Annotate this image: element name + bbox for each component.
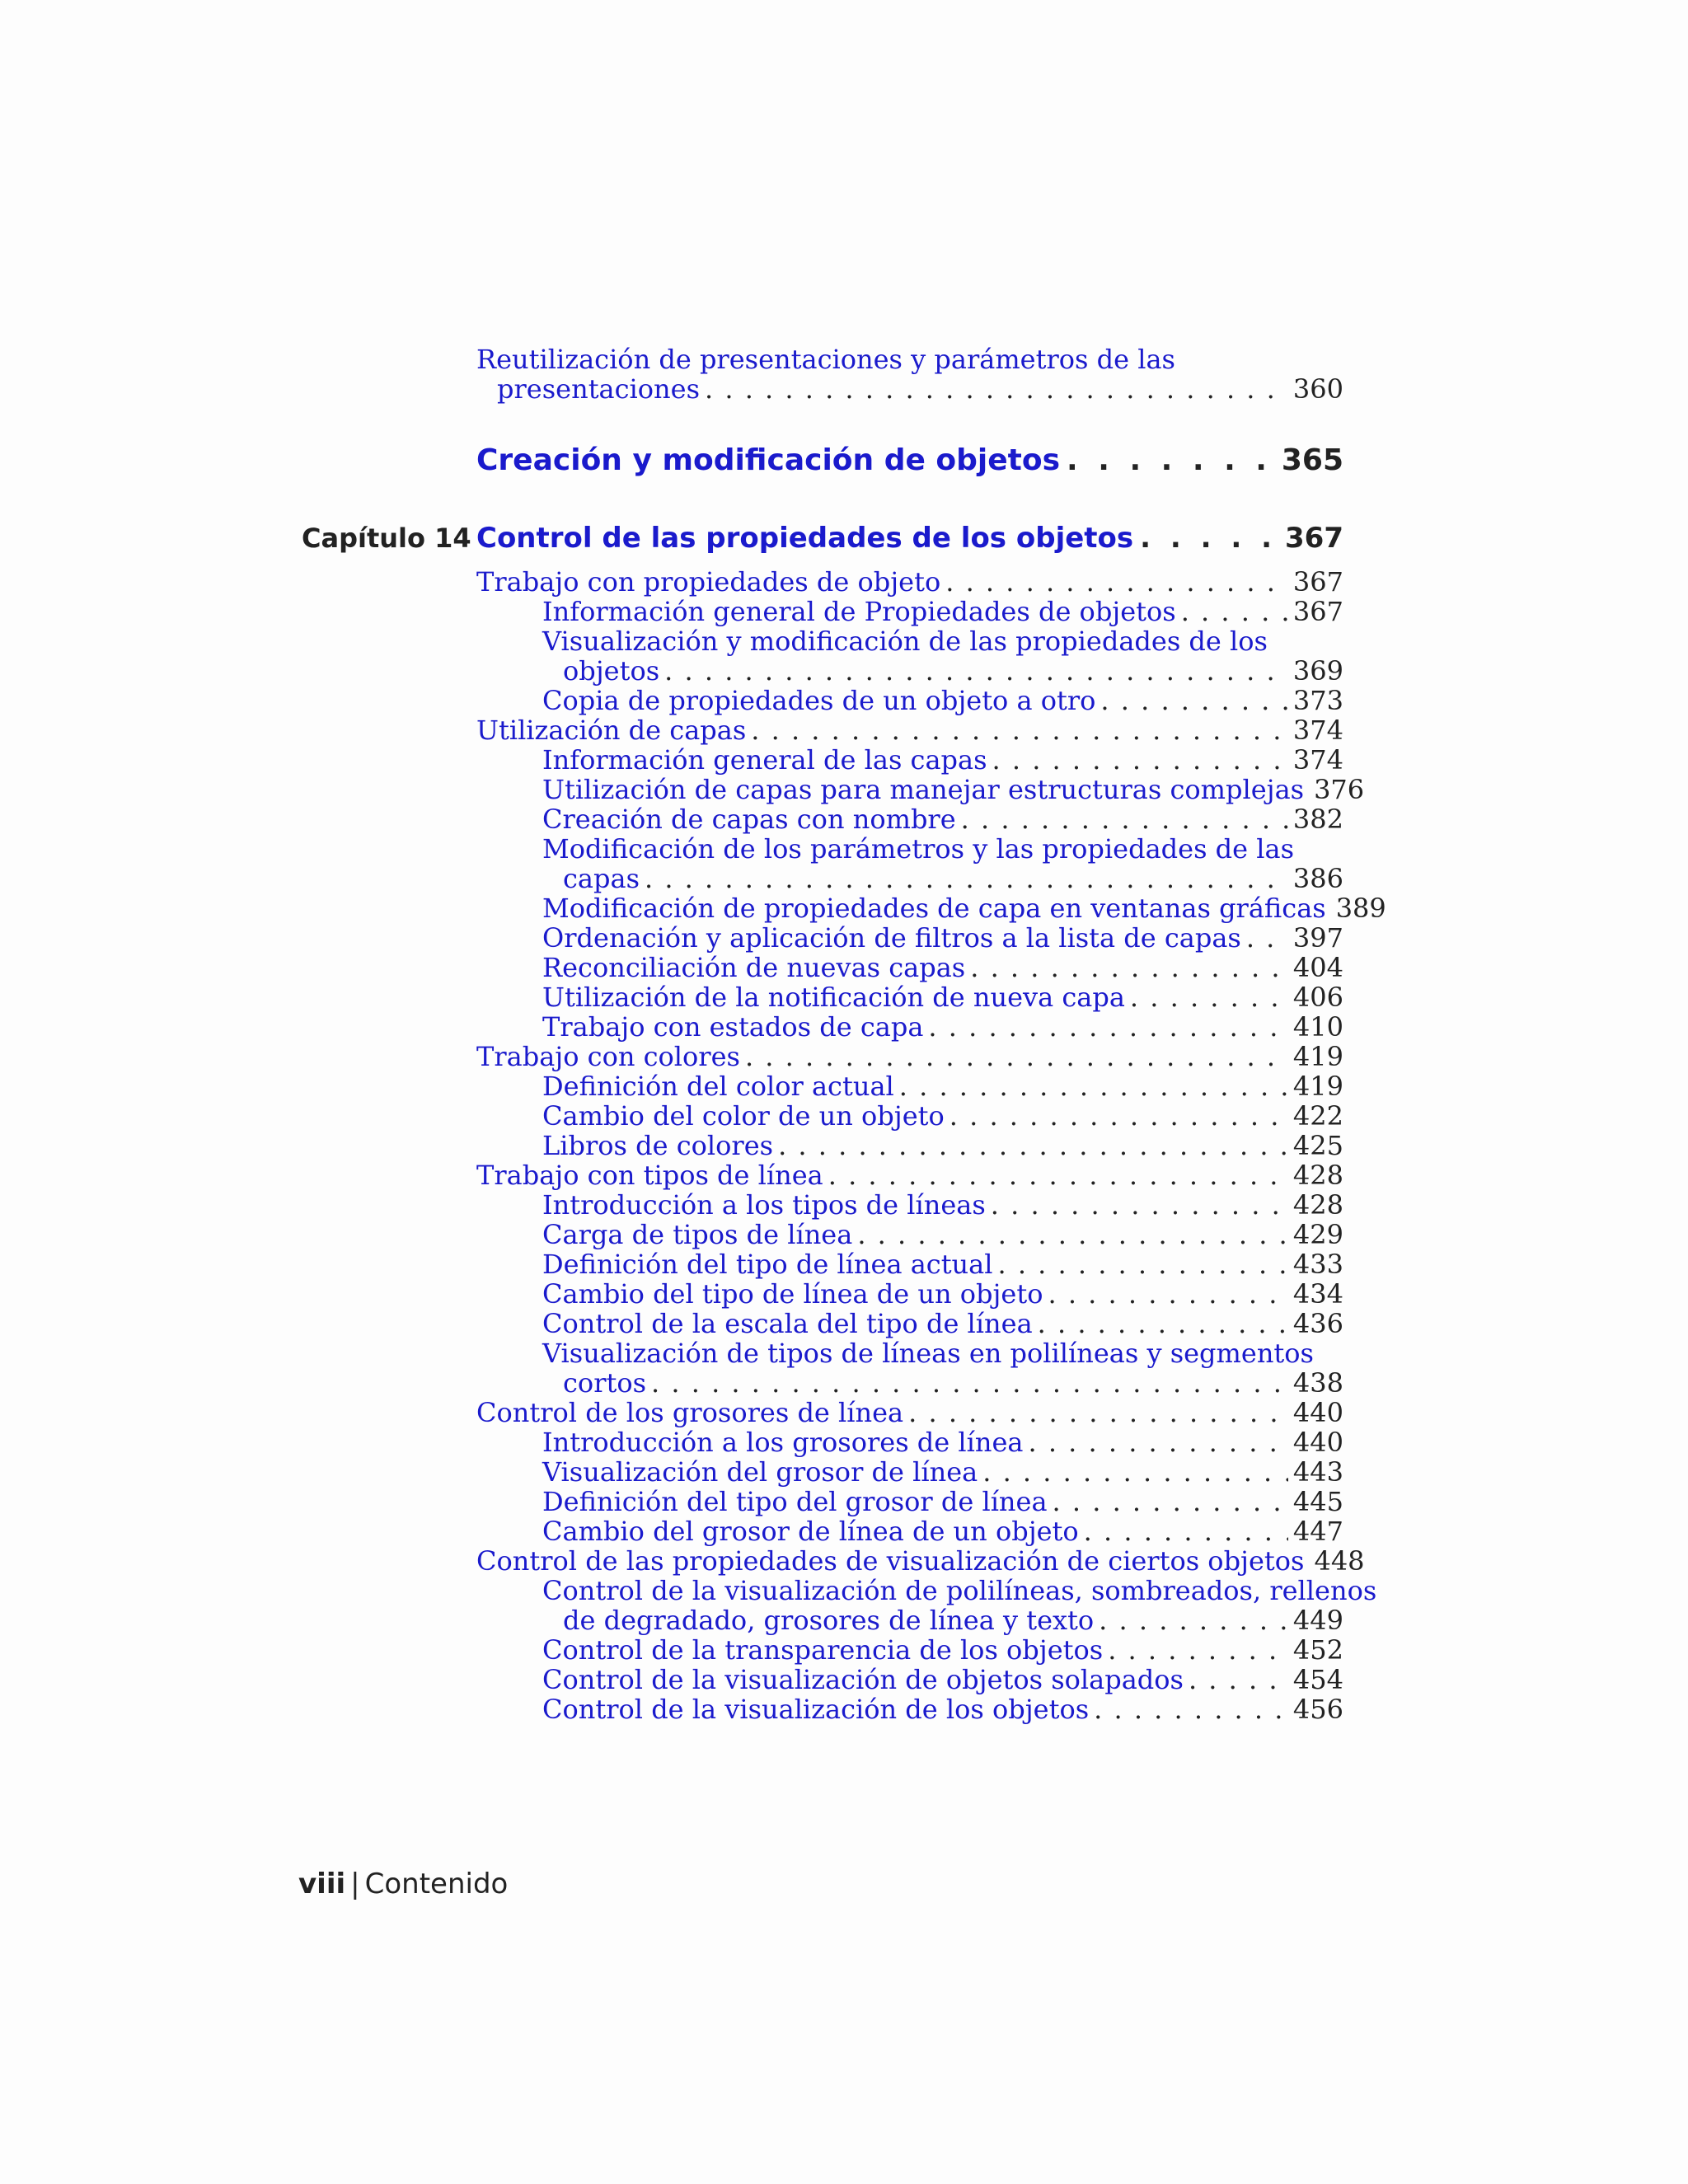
leader-dots — [1038, 1309, 1288, 1338]
toc-entry-line1[interactable]: Visualización de tipos de líneas en polilíneas y segmentos — [542, 1338, 1314, 1369]
page-number: 419 — [1292, 1041, 1343, 1072]
page-number: 367 — [1292, 566, 1343, 598]
leader-dots — [1094, 1694, 1288, 1724]
toc-subsection-entry[interactable] — [542, 1101, 1343, 1131]
footer-separator: | — [350, 1868, 360, 1900]
toc-part-heading[interactable] — [476, 443, 1343, 478]
chapter-label: Capítulo 14 — [302, 523, 471, 554]
toc-section-entry[interactable] — [476, 1042, 1343, 1071]
page-number: 440 — [1292, 1397, 1343, 1428]
page-number: 422 — [1292, 1100, 1343, 1132]
page-number: 410 — [1292, 1011, 1343, 1043]
toc-entry-text[interactable]: objetos — [563, 655, 660, 687]
page-number: 365 — [1281, 443, 1343, 477]
toc-entry-line1[interactable]: Modificación de los parámetros y las propiedades de las — [542, 833, 1294, 865]
page-number: 436 — [1292, 1308, 1343, 1339]
toc-entry-text[interactable]: Control de las propiedades de visualización de ciertos objetos — [476, 1545, 1305, 1577]
toc-section-entry[interactable] — [476, 1545, 1365, 1577]
toc-entry-text[interactable]: Control de la visualización de los objetos — [542, 1694, 1090, 1725]
leader-dots — [651, 1368, 1288, 1398]
page-number: 448 — [1314, 1545, 1365, 1577]
toc-entry-text[interactable]: cortos — [563, 1367, 647, 1399]
leader-dots — [899, 1071, 1288, 1101]
leader-dots — [1053, 1487, 1288, 1516]
toc-entry-text[interactable]: Utilización de la notificación de nueva capa — [542, 982, 1125, 1013]
page-number: 374 — [1292, 715, 1343, 746]
toc-subsection-entry[interactable] — [542, 597, 1343, 626]
toc-section-entry[interactable] — [476, 567, 1343, 597]
toc-entry-text[interactable]: Creación de capas con nombre — [542, 804, 956, 835]
page-number: 443 — [1292, 1456, 1343, 1488]
toc-subsection-entry[interactable] — [542, 1635, 1343, 1665]
toc-entry-presentaciones-line1[interactable]: Reutilización de presentaciones y parámetros de las — [476, 344, 1175, 375]
page-number: 428 — [1292, 1160, 1343, 1191]
page-number: 389 — [1335, 893, 1386, 924]
toc-entry-text[interactable]: Definición del tipo de línea actual — [542, 1249, 993, 1280]
toc-entry-text[interactable]: Utilización de capas — [476, 715, 747, 746]
leader-dots — [1100, 686, 1288, 715]
leader-dots — [1130, 982, 1288, 1012]
leader-dots — [991, 1190, 1288, 1220]
toc-entry-text[interactable]: Trabajo con colores — [476, 1041, 740, 1072]
leader-dots — [908, 1398, 1288, 1427]
leader-dots — [1084, 1516, 1288, 1546]
leader-dots — [970, 953, 1288, 982]
page-number: 434 — [1292, 1278, 1343, 1310]
toc-entry-text[interactable]: Información general de las capas — [542, 744, 987, 776]
toc-entry-presentaciones[interactable] — [497, 374, 1343, 404]
toc-entry-text[interactable]: Reconciliación de nuevas capas — [542, 952, 966, 983]
page-number: 419 — [1292, 1071, 1343, 1102]
toc-entry-text[interactable]: Control de la escala del tipo de línea — [542, 1308, 1033, 1339]
toc-entry-text[interactable]: presentaciones — [497, 373, 701, 405]
toc-subsection-entry[interactable] — [542, 745, 1343, 775]
toc-subsection-entry[interactable] — [542, 1516, 1343, 1546]
leader-dots — [992, 745, 1288, 775]
page-number: 406 — [1292, 982, 1343, 1013]
page-number: 438 — [1292, 1367, 1343, 1399]
page-number: 404 — [1292, 952, 1343, 983]
leader-dots — [828, 1160, 1288, 1190]
page-number: 397 — [1292, 922, 1343, 954]
toc-subsection-entry[interactable] — [542, 1012, 1343, 1042]
leader-dots — [997, 1249, 1287, 1279]
toc-subsection-entry[interactable] — [542, 1427, 1343, 1457]
toc-entry-text[interactable]: Trabajo con propiedades de objeto — [476, 566, 941, 598]
leader-dots — [1189, 1665, 1288, 1694]
leader-dots — [982, 1457, 1288, 1487]
toc-subsection-entry[interactable] — [542, 1131, 1343, 1160]
chapter-title[interactable]: Control de las propiedades de los objetos — [476, 522, 1134, 555]
toc-entry-text[interactable]: Cambio del tipo de línea de un objeto — [542, 1278, 1043, 1310]
page-number: 454 — [1292, 1664, 1343, 1695]
page-number: 373 — [1292, 685, 1343, 716]
toc-entry-text[interactable]: Control de la transparencia de los objetos — [542, 1634, 1104, 1666]
toc-entry-text[interactable]: Copia de propiedades de un objeto a otro — [542, 685, 1096, 716]
toc-entry-line1[interactable]: Visualización y modificación de las propiedades de los — [542, 626, 1268, 657]
toc-entry-text[interactable]: Información general de Propiedades de objetos — [542, 596, 1176, 627]
leader-dots — [705, 374, 1288, 404]
leader-dots — [1140, 521, 1278, 555]
toc-subsection-entry[interactable] — [542, 982, 1343, 1012]
page-number: 447 — [1292, 1516, 1343, 1547]
page-number: 369 — [1292, 655, 1343, 687]
page-number: 382 — [1292, 804, 1343, 835]
leader-dots — [1067, 443, 1275, 478]
leader-dots — [645, 864, 1288, 893]
part-title[interactable]: Creación y modificación de objetos — [476, 443, 1061, 477]
toc-entry-text[interactable]: Trabajo con estados de capa — [542, 1011, 924, 1043]
toc-entry-text[interactable]: capas — [563, 863, 640, 894]
page-number: 386 — [1292, 863, 1343, 894]
footer-section: Contenido — [364, 1868, 509, 1900]
toc-entry-text[interactable]: Cambio del color de un objeto — [542, 1100, 945, 1132]
leader-dots — [1181, 597, 1288, 626]
leader-dots — [961, 804, 1288, 834]
toc-subsection-entry[interactable] — [542, 893, 1386, 924]
toc-subsection-entry[interactable] — [542, 1220, 1343, 1249]
toc-entry-text[interactable]: de degradado, grosores de línea y texto — [563, 1605, 1095, 1636]
toc-subsection-entry[interactable] — [563, 864, 1343, 893]
leader-dots — [1048, 1279, 1287, 1309]
page-number: 452 — [1292, 1634, 1343, 1666]
toc-entry-text[interactable]: Control de la visualización de objetos solapados — [542, 1664, 1184, 1695]
toc-subsection-entry[interactable] — [542, 1249, 1343, 1279]
leader-dots — [745, 1042, 1288, 1071]
toc-entry-text[interactable]: Definición del color actual — [542, 1071, 894, 1102]
leader-dots — [751, 715, 1288, 745]
toc-entry-text[interactable]: Carga de tipos de línea — [542, 1219, 853, 1250]
page-footer — [298, 1868, 508, 1900]
page-number: 360 — [1292, 373, 1343, 405]
toc-subsection-entry[interactable] — [542, 1279, 1343, 1309]
toc-section-entry[interactable] — [476, 1398, 1343, 1427]
folio: viii — [298, 1868, 346, 1900]
page-number: 367 — [1292, 596, 1343, 627]
page-number: 367 — [1285, 522, 1343, 555]
toc-subsection-entry[interactable] — [563, 1368, 1343, 1398]
toc-subsection-entry[interactable] — [542, 923, 1343, 953]
toc-subsection-entry[interactable] — [542, 1694, 1343, 1724]
leader-dots — [1028, 1427, 1287, 1457]
toc-subsection-entry[interactable] — [542, 804, 1343, 834]
page-number: 456 — [1292, 1694, 1343, 1725]
toc-subsection-entry[interactable] — [542, 1457, 1343, 1487]
toc-entry-text[interactable]: Introducción a los tipos de líneas — [542, 1189, 986, 1221]
page-number: 440 — [1292, 1427, 1343, 1458]
leader-dots — [664, 656, 1288, 686]
leader-dots — [945, 567, 1288, 597]
toc-entry-text[interactable]: Libros de colores — [542, 1130, 774, 1161]
leader-dots — [1108, 1635, 1288, 1665]
page-number: 428 — [1292, 1189, 1343, 1221]
page-number: 374 — [1292, 744, 1343, 776]
toc-subsection-entry[interactable] — [542, 774, 1365, 805]
toc-subsection-entry[interactable] — [542, 1487, 1343, 1516]
toc-subsection-entry[interactable] — [563, 656, 1343, 686]
page-number: 425 — [1292, 1130, 1343, 1161]
toc-entry-text[interactable]: Trabajo con tipos de línea — [476, 1160, 823, 1191]
leader-dots — [778, 1131, 1288, 1160]
toc-subsection-entry[interactable] — [542, 1309, 1343, 1338]
page-number: 433 — [1292, 1249, 1343, 1280]
page-number: 449 — [1292, 1605, 1343, 1636]
page-number: 376 — [1314, 774, 1365, 805]
toc-entry-text[interactable]: Modificación de propiedades de capa en ventanas gráficas — [542, 893, 1326, 924]
leader-dots — [950, 1101, 1288, 1131]
page-number: 445 — [1292, 1486, 1343, 1517]
toc-entry-text[interactable]: Utilización de capas para manejar estructuras complejas — [542, 774, 1305, 805]
toc-section-entry[interactable] — [476, 1160, 1343, 1190]
page-number: 429 — [1292, 1219, 1343, 1250]
toc-subsection-entry[interactable] — [542, 686, 1343, 715]
toc-entry-text[interactable]: Ordenación y aplicación de filtros a la lista de capas — [542, 922, 1241, 954]
toc-subsection-entry[interactable] — [542, 1665, 1343, 1694]
leader-dots — [928, 1012, 1288, 1042]
toc-chapter-heading[interactable] — [476, 521, 1343, 555]
toc-entry-text[interactable]: Cambio del grosor de línea de un objeto — [542, 1516, 1079, 1547]
leader-dots — [1246, 923, 1288, 953]
toc-entry-text[interactable]: Control de los grosores de línea — [476, 1397, 904, 1428]
toc-entry-text[interactable]: Definición del tipo del grosor de línea — [542, 1486, 1048, 1517]
toc-entry-text[interactable]: Introducción a los grosores de línea — [542, 1427, 1024, 1458]
leader-dots — [857, 1220, 1288, 1249]
toc-subsection-entry[interactable] — [563, 1605, 1343, 1635]
leader-dots — [1099, 1605, 1288, 1635]
toc-section-entry[interactable] — [476, 715, 1343, 745]
toc-entry-line1[interactable]: Control de la visualización de polilíneas, sombreados, rellenos — [542, 1575, 1377, 1606]
toc-subsection-entry[interactable] — [542, 1071, 1343, 1101]
toc-subsection-entry[interactable] — [542, 1190, 1343, 1220]
toc-entry-text[interactable]: Visualización del grosor de línea — [542, 1456, 978, 1488]
toc-subsection-entry[interactable] — [542, 953, 1343, 982]
